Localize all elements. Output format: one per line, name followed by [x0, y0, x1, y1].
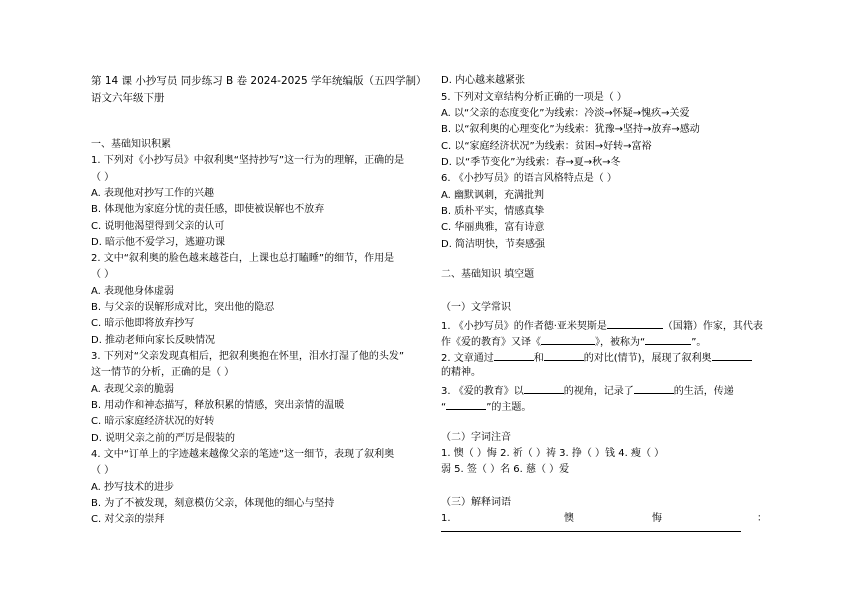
fill-line-2	[441, 333, 706, 350]
blank-perspective[interactable]	[524, 382, 564, 394]
blank-theme[interactable]	[446, 398, 486, 410]
subsection-pinyin-heading: （二）字词注音	[441, 432, 511, 443]
q6-option-a: A. 幽默讽刺，充满批判	[441, 190, 545, 201]
section-1-heading: 一、基础知识积累	[91, 139, 171, 150]
q2-option-b: B. 与父亲的误解形成对比，突出他的隐忍	[91, 302, 275, 313]
q3-stem-cont: 这一情节的分析，正确的是（ ）	[91, 367, 235, 378]
blank-contrast-1[interactable]	[494, 349, 534, 361]
document-title: 第 14 课 小抄写员 同步练习 B 卷 2024-2025 学年统编版（五四学制）	[91, 75, 427, 87]
q4-option-b: B. 为了不被发现，刻意模仿父亲，体现他的细心与坚持	[91, 498, 335, 509]
q2-stem: 2. 文中“叙利奥的脸色越来越苍白，上课也总打瞌睡”的细节，作用是	[91, 253, 395, 264]
q6-stem: 6. 《小抄写员》的语言风格特点是（ ）	[441, 173, 617, 184]
q4-option-c: C. 对父亲的崇拜	[91, 514, 165, 525]
fill-text: 作《爱的教育》又译《	[441, 337, 541, 348]
q6-option-c: C. 华丽典雅，富有诗意	[441, 222, 545, 233]
blank-contrast-2[interactable]	[544, 349, 584, 361]
fill-text: 1. 《小抄写员》的作者德·亚米契斯是	[441, 321, 607, 332]
q1-option-a: A. 表现他对抄写工作的兴趣	[91, 188, 215, 199]
blank-alt-title[interactable]	[541, 333, 595, 345]
fill-text: （国籍）作家，其代表	[662, 321, 763, 332]
q5-stem: 5. 下列对文章结构分析正确的一项是（ ）	[441, 92, 627, 103]
q2-option-a: A. 表现他身体虚弱	[91, 286, 175, 297]
fill-line-3	[441, 349, 752, 366]
blank-spirit[interactable]	[712, 349, 752, 361]
fill-text: 3. 《爱的教育》以	[441, 386, 524, 397]
definition-line-1	[441, 512, 766, 526]
blank-nickname[interactable]	[645, 333, 691, 345]
q3-option-b: B. 用动作和神态描写，释放积累的情感，突出亲情的温暖	[91, 400, 345, 411]
q4-option-d: D. 内心越来越紧张	[441, 75, 526, 86]
definition-word-char-2: 悔	[652, 513, 662, 524]
q1-stem: 1. 下列对《小抄写员》中叙利奥“坚持抄写”这一行为的理解，正确的是	[91, 155, 405, 166]
q3-option-a: A. 表现父亲的脆弱	[91, 384, 175, 395]
q6-option-b: B. 质朴平实，情感真挚	[441, 206, 545, 217]
fill-line-6	[441, 398, 531, 415]
fill-text: ”。	[691, 337, 707, 348]
pinyin-line-1: 1. 懊（ ）悔 2. 祈（ ）祷 3. 挣（ ）钱 4. 瘦（ ）	[441, 448, 665, 459]
fill-line-5	[441, 382, 734, 399]
fill-line-4: 的精神。	[441, 367, 481, 378]
document-subtitle: 语文六年级下册	[91, 92, 165, 104]
fill-text: 》，被称为“	[595, 337, 646, 348]
q6-option-d: D. 简洁明快，节奏感强	[441, 239, 546, 250]
definition-colon: ：	[757, 513, 767, 524]
fill-text: 的视角，记录了	[563, 386, 634, 397]
q3-option-d: D. 说明父亲之前的严厉是假装的	[91, 433, 236, 444]
q3-stem: 3. 下列对“父亲发现真相后，把叙利奥抱在怀里，泪水打湿了他的头发”	[91, 351, 405, 362]
q1-option-d: D. 暗示他不爱学习，逃避功课	[91, 237, 226, 248]
q4-answer-paren: （ ）	[91, 465, 115, 476]
fill-text: ”的主题。	[486, 402, 532, 413]
section-2-heading: 二、基础知识 填空题	[441, 269, 535, 280]
q5-option-b: B. 以“叙利奥的心理变化”为线索：犹豫→坚持→放弃→感动	[441, 124, 700, 135]
pinyin-line-2: 弱 5. 签（ ）名 6. 慈（ ）爱	[441, 464, 570, 475]
subsection-definitions-heading: （三）解释词语	[441, 497, 511, 508]
q2-option-c: C. 暗示他即将放弃抄写	[91, 318, 195, 329]
q3-option-c: C. 暗示家庭经济状况的好转	[91, 416, 215, 427]
q1-option-b: B. 体现他为家庭分忧的责任感，即使被误解也不放弃	[91, 204, 325, 215]
q2-answer-paren: （ ）	[91, 269, 115, 280]
subsection-literature-heading: （一）文学常识	[441, 302, 511, 313]
q2-option-d: D. 推动老师向家长反映情况	[91, 335, 216, 346]
q5-option-d: D. 以“季节变化”为线索：春→夏→秋→冬	[441, 157, 621, 168]
fill-text: 的生活，传递	[673, 386, 734, 397]
definition-number: 1.	[441, 513, 451, 524]
fill-text: 和	[533, 353, 544, 364]
definition-answer-line[interactable]	[441, 531, 741, 532]
q1-option-c: C. 说明他渴望得到父亲的认可	[91, 221, 225, 232]
q4-option-a: A. 抄写技术的进步	[91, 482, 175, 493]
blank-subject[interactable]	[634, 382, 674, 394]
fill-text: 的对比(情节)，展现了叙利奥	[583, 353, 712, 364]
q5-option-a: A. 以“父亲的态度变化”为线索：冷淡→怀疑→愧疚→关爱	[441, 108, 690, 119]
blank-nationality[interactable]	[607, 317, 663, 329]
q1-answer-paren: （ ）	[91, 172, 115, 183]
q5-option-c: C. 以“家庭经济状况”为线索：贫困→好转→富裕	[441, 141, 652, 152]
q4-stem: 4. 文中“订单上的字迹越来越像父亲的笔迹”这一细节，表现了叙利奥	[91, 449, 395, 460]
fill-text: 2. 文章通过	[441, 353, 494, 364]
definition-word-char-1: 懊	[564, 513, 574, 524]
fill-line-1	[441, 317, 763, 334]
fill-text: “	[441, 402, 447, 413]
